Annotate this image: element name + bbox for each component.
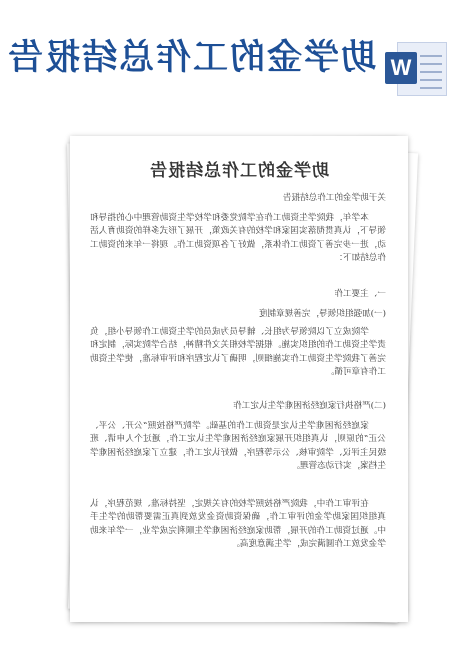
section-heading: 一、主要工作: [334, 289, 386, 299]
document-page: [70, 136, 408, 622]
subsection-heading: (一)加强组织领导，完善规章制度: [258, 309, 386, 319]
intro-paragraph: 本学年，我院学生资助工作在学院党委和学校学生资助管理中心的指导和领导下，认真贯彻落实国家和学校的有关政策，开展了形式多样的资助育人活动，进一步完善了资助工作体系，做好了各项资助工作。现将一年来的资助工作总结如下：: [90, 213, 386, 264]
document-title: 助学金的工作总结报告: [149, 161, 329, 181]
document-subtitle: 关于助学金的工作总结报告: [282, 193, 386, 203]
word-badge: W: [385, 52, 417, 84]
body-paragraph: 家庭经济困难学生认定是资助工作的基础。学院严格按照“公开、公平、公正”的原则，认真组织开展家庭经济困难学生认定工作，通过个人申请、班级民主评议、学院审核、公示等程序，做好认定工作，建立了家庭经济困难学生档案，实行动态管理。: [90, 421, 386, 472]
body-paragraph: 学院成立了以院领导为组长、辅导员为成员的学生资助工作领导小组，负责学生资助工作的组织实施。根据学校相关文件精神，结合学院实际，制定和完善了我院学生资助工作实施细则，明确了认定程序和评审标准，使学生资助工作有章可循。: [90, 327, 386, 378]
body-paragraph: 在评审工作中，我院严格按照学校的有关规定，坚持标准、规范程序，认真组织国家助学金的评审工作，确保资助资金发放到真正需要帮助的学生手中。通过资助工作的开展，帮助家庭经济困难学生顺利完成学业，一学年来助学金发放工作圆满完成，学生满意度高。: [90, 499, 386, 550]
word-document-icon: [385, 40, 447, 96]
document-preview: [70, 136, 412, 626]
banner-title: 助学金的工作总结报告: [6, 37, 377, 78]
banner: [0, 0, 474, 112]
subsection-heading: (二)严格执行家庭经济困难学生认定工作: [233, 401, 386, 411]
